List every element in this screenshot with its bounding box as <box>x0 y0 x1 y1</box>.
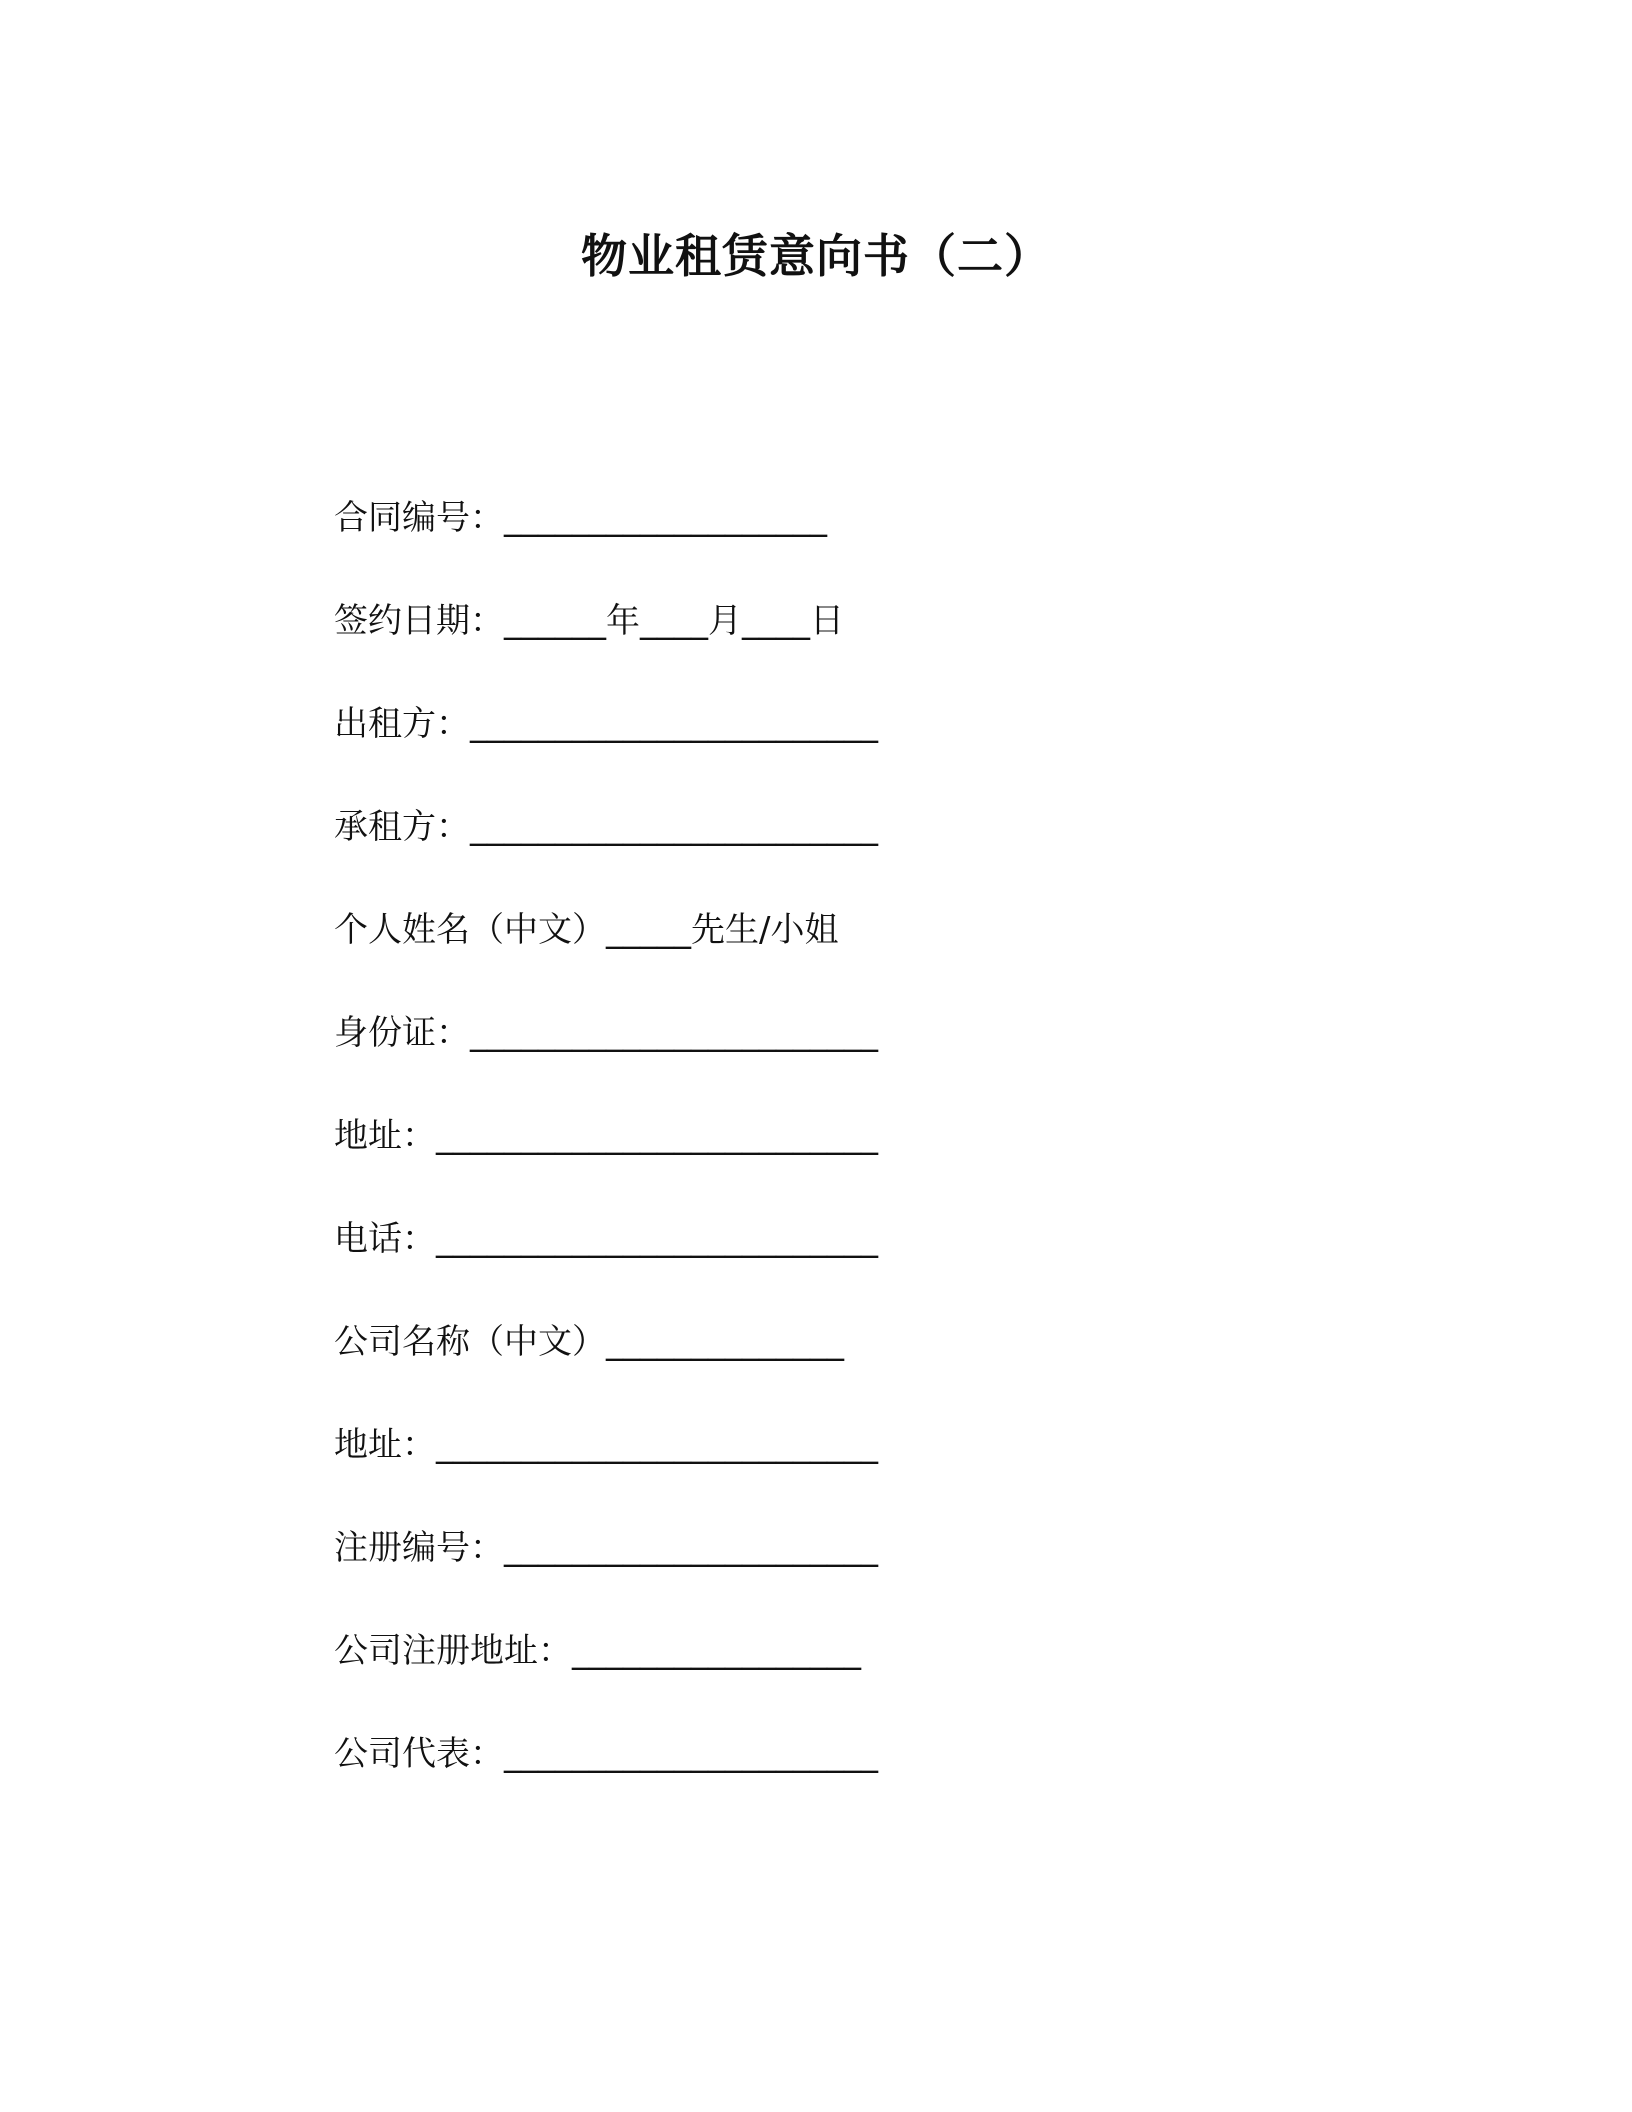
registration-number-line: 注册编号：______________________ <box>334 1528 878 1568</box>
phone-line: 电话：__________________________ <box>334 1219 878 1259</box>
company-address-line: 地址：__________________________ <box>334 1425 878 1465</box>
registered-address-line: 公司注册地址：_________________ <box>334 1631 861 1671</box>
lessor-line: 出租方：________________________ <box>334 704 878 744</box>
id-card-line: 身份证：________________________ <box>334 1013 878 1053</box>
company-name-line: 公司名称（中文）______________ <box>334 1322 844 1362</box>
contract-number-line: 合同编号：___________________ <box>334 498 827 538</box>
document-title: 物业租赁意向书（二） <box>581 229 1051 283</box>
sign-date-line: 签约日期：______年____月____日 <box>334 601 844 641</box>
individual-address-line: 地址：__________________________ <box>334 1116 878 1156</box>
company-representative-line: 公司代表：______________________ <box>334 1734 878 1774</box>
lessee-line: 承租方：________________________ <box>334 807 878 847</box>
individual-name-line: 个人姓名（中文）_____先生/小姐 <box>334 910 839 950</box>
